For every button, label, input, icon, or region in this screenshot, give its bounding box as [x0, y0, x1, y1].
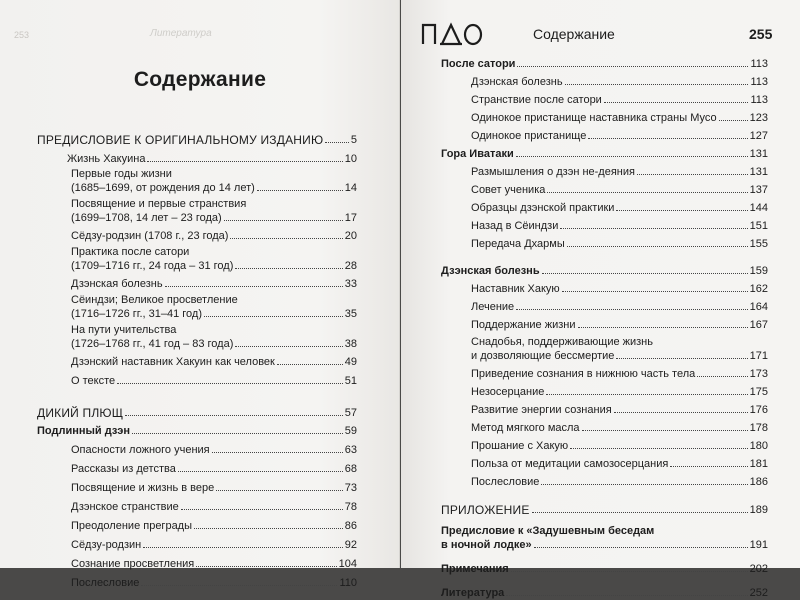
- toc-entry-label: Одинокое пристанище наставника страны Мусо: [471, 112, 717, 124]
- toc-entry[interactable]: [37, 150, 357, 166]
- toc-entry-page: 127: [749, 130, 768, 142]
- toc-entry-label: ПРЕДИСЛОВИЕ К ОРИГИНАЛЬНОМУ ИЗДАНИЮ: [37, 133, 324, 147]
- toc-entry-page: 252: [749, 587, 768, 599]
- toc-leader: [534, 547, 748, 548]
- toc-leader: [588, 138, 747, 139]
- toc-entry[interactable]: [37, 129, 357, 147]
- toc-entry[interactable]: [441, 262, 768, 278]
- toc-entry-page: 164: [749, 301, 768, 313]
- toc-entry-label: Прошание с Хакую: [471, 440, 569, 452]
- toc-leader: [541, 484, 747, 485]
- toc-entry-label: Дзэнская болезнь: [71, 278, 163, 290]
- toc-leader: [125, 415, 343, 416]
- toc-entry[interactable]: [441, 401, 768, 417]
- toc-entry-label-cont: (1685–1699, от рождения до 14 лет): [71, 182, 255, 194]
- toc-entry-page: 162: [749, 283, 768, 295]
- toc-entry-page: 131: [749, 148, 768, 160]
- toc-entry-page: 113: [750, 94, 768, 106]
- toc-leader: [670, 466, 747, 467]
- toc-leader: [604, 102, 749, 103]
- toc-entry-label: Польза от медитации самозосерцания: [471, 458, 669, 470]
- toc-entry-page: 86: [344, 520, 357, 532]
- toc-entry-page: 73: [344, 482, 357, 494]
- toc-entry-label: Образцы дзэнской практики: [471, 202, 615, 214]
- toc-entry[interactable]: [441, 280, 768, 296]
- toc-entry-page: 176: [749, 404, 768, 416]
- toc-entry-label: Опасности ложного учения: [71, 444, 210, 456]
- toc-entry-label: Приведение сознания в нижнюю часть тела: [471, 368, 696, 380]
- toc-entry[interactable]: [37, 574, 357, 590]
- toc-entry[interactable]: [37, 353, 357, 369]
- toc-entry-page: 10: [344, 153, 357, 165]
- toc-leader: [216, 490, 343, 491]
- toc-entry-page: 33: [344, 278, 357, 290]
- toc-leader: [235, 268, 342, 269]
- toc-entry-page: 63: [344, 444, 357, 456]
- toc-entry-label: Жизнь Хакуина: [67, 153, 146, 165]
- toc-entry-label: Сёдзу-родзин (1708 г., 23 года): [71, 230, 229, 242]
- toc-leader: [117, 383, 343, 384]
- toc-entry-page: 191: [749, 539, 768, 551]
- toc-entry[interactable]: [441, 163, 768, 179]
- toc-entry-label: Незосерцание: [471, 386, 545, 398]
- toc-leader: [719, 120, 748, 121]
- toc-entry[interactable]: [37, 168, 357, 195]
- toc-entry[interactable]: [441, 298, 768, 314]
- toc-entry[interactable]: [441, 91, 768, 107]
- toc-leader: [147, 161, 342, 162]
- toc-entry-page: 202: [749, 563, 768, 575]
- toc-entry[interactable]: [37, 227, 357, 243]
- toc-leader: [511, 571, 748, 572]
- toc-leader: [532, 512, 748, 513]
- toc-entry[interactable]: [37, 460, 357, 476]
- toc-entry-page: 151: [749, 220, 768, 232]
- page-title: Содержание: [133, 68, 267, 91]
- toc-entry[interactable]: [37, 324, 357, 351]
- toc-entry-page: 173: [749, 368, 768, 380]
- toc-entry-page: 20: [344, 230, 357, 242]
- toc-entry-label: Литература: [441, 587, 505, 599]
- toc-entry-page: 113: [750, 76, 768, 88]
- toc-entry-page: 49: [344, 356, 357, 368]
- toc-entry-label-cont: (1716–1726 гг., 31–41 год): [71, 308, 203, 320]
- toc-entry-label: Развитие энергии сознания: [471, 404, 612, 416]
- toc-entry[interactable]: [441, 525, 768, 552]
- toc-entry-label: Дзэнская болезнь: [471, 76, 563, 88]
- toc-entry[interactable]: [37, 422, 357, 438]
- toc-entry-page: 155: [749, 238, 768, 250]
- toc-entry[interactable]: [37, 536, 357, 552]
- toc-leader: [516, 156, 748, 157]
- toc-entry-page: 189: [749, 504, 768, 516]
- toc-entry[interactable]: [441, 235, 768, 251]
- toc-leader: [141, 585, 337, 586]
- toc-entry-label: Сознание просветления: [71, 558, 195, 570]
- toc-entry-page: 171: [749, 350, 768, 362]
- toc-leader: [697, 376, 747, 377]
- toc-leader: [614, 412, 748, 413]
- toc-entry[interactable]: [441, 73, 768, 89]
- toc-leader: [578, 327, 748, 328]
- toc-entry-label: Дзэнский наставник Хакуин как человек: [71, 356, 275, 368]
- toc-entry-page: 51: [344, 375, 357, 387]
- toc-entry-label: О тексте: [71, 375, 116, 387]
- toc-leader: [181, 509, 343, 510]
- toc-leader: [542, 273, 748, 274]
- toc-entry[interactable]: [37, 517, 357, 533]
- toc-entry-page: 92: [344, 539, 357, 551]
- toc-entry-page: 186: [749, 476, 768, 488]
- toc-entry-label: Передача Дхармы: [471, 238, 565, 250]
- toc-entry-label: Поддержание жизни: [471, 319, 576, 331]
- toc-entry[interactable]: [37, 441, 357, 457]
- toc-entry-page: 159: [749, 265, 768, 277]
- toc-leader: [178, 471, 343, 472]
- toc-entry-page: 68: [344, 463, 357, 475]
- toc-entry-label: Размышления о дзэн не-деяния: [471, 166, 635, 178]
- toc-leader: [517, 66, 748, 67]
- toc-entry[interactable]: [441, 473, 768, 489]
- toc-entry-label-cont: (1726–1768 гг., 41 год – 83 года): [71, 338, 234, 350]
- toc-leader: [204, 316, 343, 317]
- toc-entry-label-cont: (1699–1708, 14 лет – 23 года): [71, 212, 222, 224]
- toc-leader: [165, 286, 343, 287]
- toc-leader: [547, 192, 747, 193]
- toc-entry-label: Сёиндзи; Великое просветление: [71, 294, 238, 306]
- toc-entry-label: Сёдзу-родзин: [71, 539, 142, 551]
- toc-leader: [637, 174, 748, 175]
- toc-entry[interactable]: [441, 109, 768, 125]
- toc-entry[interactable]: [441, 127, 768, 143]
- toc-entry[interactable]: [441, 560, 768, 576]
- toc-entry[interactable]: [37, 294, 357, 321]
- toc-leader: [230, 238, 342, 239]
- toc-entry-page: 5: [350, 134, 357, 146]
- toc-entry-label: На пути учительства: [71, 324, 177, 336]
- toc-entry[interactable]: [441, 199, 768, 215]
- toc-entry[interactable]: [441, 499, 768, 517]
- toc-entry[interactable]: [441, 336, 768, 363]
- toc-entry[interactable]: [441, 181, 768, 197]
- right-toc: [441, 55, 768, 600]
- toc-entry[interactable]: [441, 455, 768, 471]
- toc-entry-label: Примечания: [441, 563, 509, 575]
- toc-entry-label: Дзэнская болезнь: [441, 265, 540, 277]
- toc-leader: [516, 309, 747, 310]
- toc-entry[interactable]: [441, 383, 768, 399]
- toc-leader: [570, 448, 747, 449]
- toc-entry-page: 14: [344, 182, 357, 194]
- toc-entry-page: 28: [344, 260, 357, 272]
- toc-entry-page: 181: [749, 458, 768, 470]
- toc-entry-page: 57: [344, 407, 357, 419]
- toc-entry-label: Подлинный дзэн: [37, 425, 131, 437]
- toc-leader: [325, 142, 349, 143]
- publisher-logo-mark: [420, 22, 484, 46]
- toc-entry-label: Лечение: [471, 301, 515, 313]
- toc-entry[interactable]: [37, 402, 357, 420]
- toc-entry[interactable]: [441, 145, 768, 161]
- toc-entry[interactable]: [441, 584, 768, 600]
- toc-entry-page: 137: [749, 184, 768, 196]
- running-head: Содержание: [533, 26, 615, 42]
- toc-entry[interactable]: [441, 365, 768, 381]
- toc-entry-label: Предисловие к «Задушевным беседам: [441, 525, 655, 537]
- toc-entry[interactable]: [37, 555, 357, 571]
- toc-entry-label: Рассказы из детства: [71, 463, 176, 475]
- toc-entry[interactable]: [441, 437, 768, 453]
- toc-entry-label: Назад в Сёиндзи: [471, 220, 559, 232]
- toc-leader: [562, 291, 748, 292]
- toc-entry[interactable]: [37, 198, 357, 225]
- toc-entry-page: 35: [344, 308, 357, 320]
- toc-entry-label: После сатори: [441, 58, 516, 70]
- toc-entry[interactable]: [37, 275, 357, 291]
- toc-entry-page: 123: [749, 112, 768, 124]
- toc-leader: [560, 228, 747, 229]
- toc-entry-label: ДИКИЙ ПЛЮЩ: [37, 406, 124, 420]
- toc-entry-page: 113: [750, 58, 768, 70]
- page-number: 255: [749, 26, 773, 42]
- toc-leader: [565, 84, 749, 85]
- toc-entry-label: Посвящение и жизнь в вере: [71, 482, 215, 494]
- toc-entry-page: 38: [344, 338, 357, 350]
- toc-entry[interactable]: [37, 372, 357, 388]
- toc-entry-page: 110: [339, 577, 357, 589]
- toc-entry-label: Гора Иватаки: [441, 148, 514, 160]
- toc-entry-page: 167: [749, 319, 768, 331]
- ghost-page-number: 253: [14, 30, 30, 40]
- publisher-logo: [420, 22, 484, 46]
- toc-entry[interactable]: [37, 246, 357, 273]
- toc-entry[interactable]: [37, 498, 357, 514]
- toc-entry-label: Наставник Хакую: [471, 283, 560, 295]
- toc-entry-page: 17: [344, 212, 357, 224]
- toc-entry-label-cont: (1709–1716 гг., 24 года – 31 год): [71, 260, 234, 272]
- toc-entry-label: Преодоление преграды: [71, 520, 193, 532]
- toc-leader: [616, 210, 747, 211]
- toc-entry-page: 144: [749, 202, 768, 214]
- toc-leader: [546, 394, 747, 395]
- toc-entry[interactable]: [441, 55, 768, 71]
- toc-entry-label: Снадобья, поддерживающие жизнь: [471, 336, 653, 348]
- toc-entry-page: 175: [749, 386, 768, 398]
- toc-entry-label: Странствие после сатори: [471, 94, 602, 106]
- toc-entry-page: 180: [749, 440, 768, 452]
- toc-leader: [212, 452, 343, 453]
- toc-entry-label: Посвящение и первые странствия: [71, 198, 247, 210]
- toc-leader: [143, 547, 343, 548]
- toc-leader: [132, 433, 343, 434]
- toc-entry-label: Практика после сатори: [71, 246, 190, 258]
- left-toc: [37, 129, 357, 590]
- toc-leader: [567, 246, 748, 247]
- toc-leader: [616, 358, 747, 359]
- toc-entry-label: Дзэнское странствие: [71, 501, 179, 513]
- toc-entry-page: 104: [338, 558, 357, 570]
- toc-entry[interactable]: [37, 479, 357, 495]
- toc-entry-label-cont: и дозволяющие бессмертие: [471, 350, 615, 362]
- toc-entry-label-cont: в ночной лодке»: [441, 539, 532, 551]
- toc-entry-page: 78: [344, 501, 357, 513]
- toc-entry-label: Одинокое пристанище: [471, 130, 587, 142]
- toc-leader: [257, 190, 343, 191]
- toc-leader: [194, 528, 343, 529]
- toc-entry[interactable]: [441, 217, 768, 233]
- toc-entry-label: Первые годы жизни: [71, 168, 172, 180]
- toc-entry-label: Совет ученика: [471, 184, 546, 196]
- toc-entry-page: 178: [749, 422, 768, 434]
- toc-leader: [235, 346, 342, 347]
- toc-leader: [277, 364, 343, 365]
- toc-entry-label: ПРИЛОЖЕНИЕ: [441, 503, 530, 517]
- toc-leader: [582, 430, 748, 431]
- toc-entry-page: 131: [749, 166, 768, 178]
- toc-entry-label: Послесловие: [71, 577, 140, 589]
- toc-entry-page: 59: [344, 425, 357, 437]
- toc-entry-label: Послесловие: [471, 476, 540, 488]
- ghost-running-head: Литература: [150, 28, 212, 39]
- toc-leader: [506, 595, 747, 596]
- toc-entry-label: Метод мягкого масла: [471, 422, 580, 434]
- toc-entry[interactable]: [441, 316, 768, 332]
- toc-leader: [224, 220, 343, 221]
- toc-leader: [196, 566, 336, 567]
- toc-entry[interactable]: [441, 419, 768, 435]
